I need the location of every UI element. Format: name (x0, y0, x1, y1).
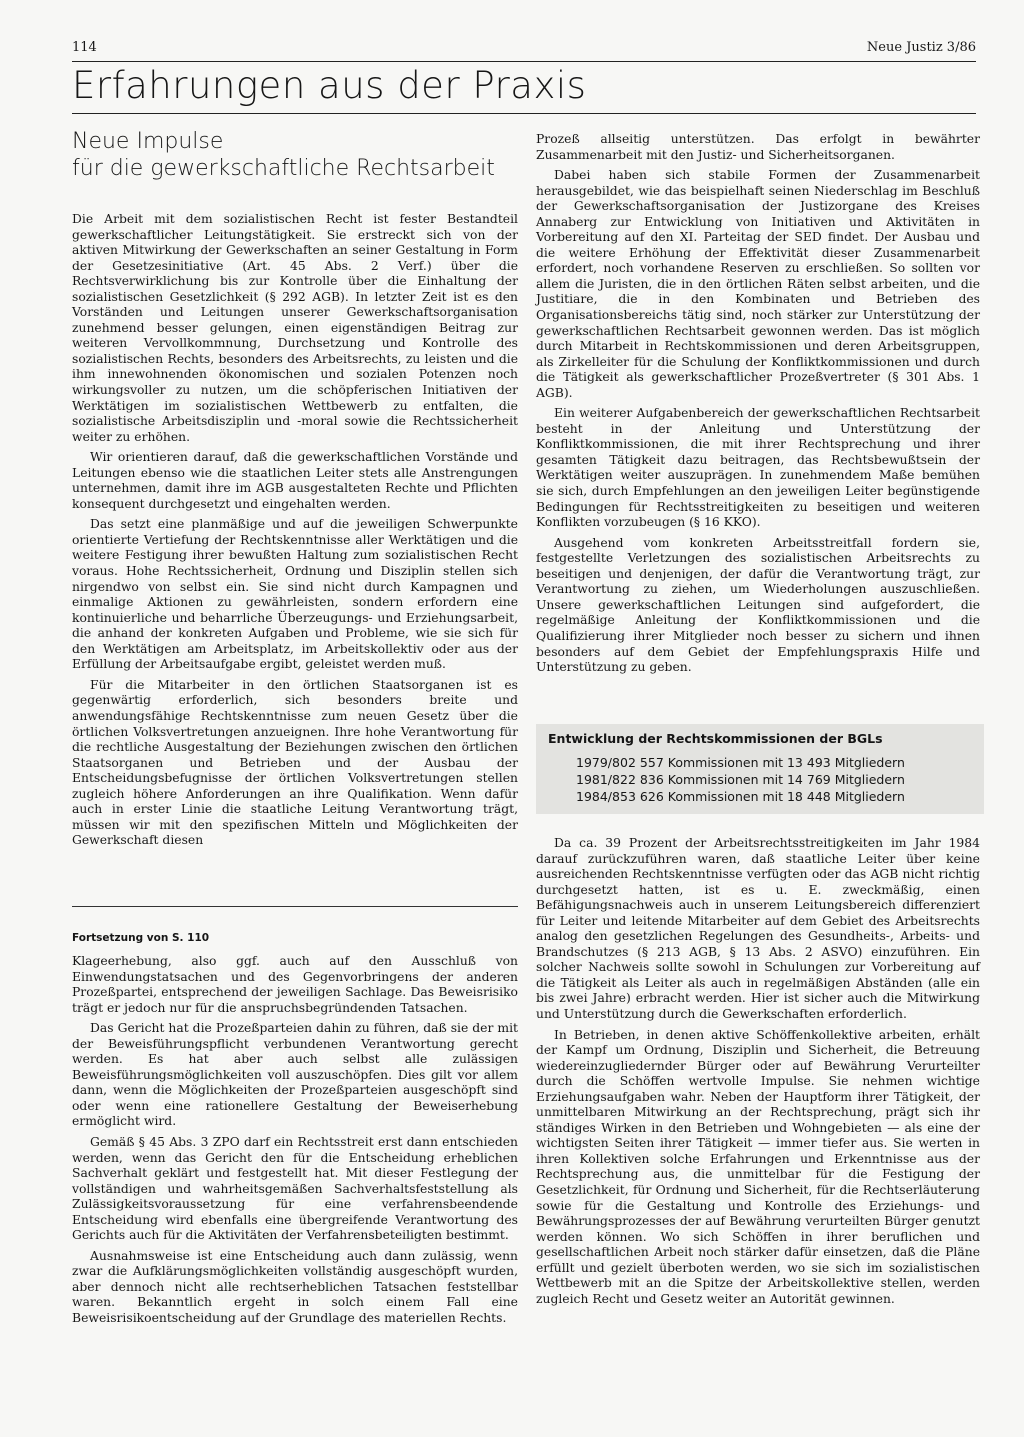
article-left-column (72, 128, 518, 182)
paragraph: Dabei haben sich stabile Formen der Zusammenarbeit herausgebildet, wie das beispielhaft seinen Niederschlag im Beschluß der Gewerkschaftsorganisation der Justizorgane des Kreises Annaberg zur Entwicklung von Initiativen und Aktivitäten in Vorbereitung auf den XI. Parteitag der SED findet. Der Ausbau und die weitere Erhöhung der Effektivität dieser Zusammenarbeit erfordert, noch vorhandene Reserven zu erschließen. So sollten vor allem die Juristen, die in den örtlichen Räten selbst arbeiten, und die Justitiare, die in den Kombinaten und Betrieben des Organisationsbereichs tätig sind, noch stärker zur Unterstützung der gewerkschaftlichen Rechtsarbeit gewonnen werden. Das ist möglich durch Mitarbeit in Rechtskommissionen und deren Arbeitsgruppen, als Zirkelleiter für die Schulung der Konfliktkommissionen und durch die Tätigkeit als gewerkschaftlicher Prozeßvertreter (§ 301 Abs. 1 AGB). (536, 168, 980, 400)
article-body-right (536, 132, 980, 681)
paragraph: Das setzt eine planmäßige und auf die jeweiligen Schwerpunkte orientierte Vertiefung der Rechtskenntnisse aller Werktätigen und die weitere Festigung ihrer bewußten Haltung zum sozialistischen Recht voraus. Hohe Rechtssicherheit, Ordnung und Disziplin stellen sich nirgendwo von selbst ein. Sie sind nicht durch Kampagnen und einmalige Aktionen zu gewährleisten, sondern erfordern eine kontinuierliche und beharrliche Überzeugungs- und Erziehungsarbeit, die anhand der konkreten Aufgaben und Probleme, wie sie sich für den Werktätigen am Arbeitsplatz, im Arbeitskollektiv oder aus der Erfüllung der Arbeitsaufgabe ergibt, geleistet werden muß. (72, 517, 518, 672)
paragraph: In Betrieben, in denen aktive Schöffenkollektive arbeiten, erhält der Kampf um Ordnung, Disziplin und Sicherheit, die Betreuung wiedereinzugliedernder Bürger oder auf Bewährung Verurteilter durch die Schöffen wertvolle Impulse. Sie nehmen wichtige Erziehungsaufgaben wahr. Neben der Hauptform ihrer Tätigkeit, der unmittelbaren Mitwirkung an der Rechtsprechung, prägt sich ihr ständiges Wirken in den Betrieben und Wohngebieten — als eine der wichtigsten Seiten ihrer Tätigkeit — immer tiefer aus. Sie werten in ihren Kollektiven solche Erfahrungen und Erkenntnisse aus der Rechtsprechung aus, die unmittelbar für die Festigung der Gesetzlichkeit, für Ordnung und Sicherheit, für die Rechtserläuterung sowie für die Gestaltung und Kontrolle des Erziehungs- und Bewährungsprozesses der auf Bewährung verurteilten Bürger genutzt werden können. Wo sich Schöffen in ihrer beruflichen und gesellschaftlichen Arbeit noch stärker dafür einsetzen, daß die Pläne erfüllt und gezielt überboten werden, wo sie sich im sozialistischen Wettbewerb mit an die Spitze der Arbeitskollektive stellen, werden zugleich Recht und Gesetz weiter an Autorität gewinnen. (536, 1027, 980, 1306)
article-body-right-lower (536, 836, 980, 1312)
table-year: 1984/85 (576, 789, 628, 804)
table-value: 2 557 Kommissionen mit 13 493 Mitgliedern (628, 755, 905, 770)
continuation-rule (72, 906, 518, 907)
statistics-table (536, 724, 984, 814)
continuation-body (72, 954, 518, 1332)
paragraph: Die Arbeit mit dem sozialistischen Recht ist fester Bestandteil gewerkschaftlicher Leitungstätigkeit. Sie erstreckt sich von der aktiven Mitwirkung der Gewerkschaften an seiner Gestaltung in Form der Gesetzesinitiative (Art. 45 Abs. 2 Verf.) über die Rechtsverwirklichung bis zur Kontrolle über die Einhaltung der sozialistischen Gesetzlichkeit (§ 292 AGB). In letzter Zeit ist es den Vorständen und Leitungen unserer Gewerkschaftsorganisation zunehmend besser gelungen, einen eigenständigen Beitrag zur weiteren Vervollkommnung, Durchsetzung und Kontrolle des sozialistischen Rechts, besonders des Arbeitsrechts, zu leisten und die ihm innewohnenden ökonomischen und sozialen Potenzen noch wirkungsvoller zu nutzen, um die schöpferischen Initiativen der Werktätigen im sozialistischen Wettbewerb zu entfalten, die sozialistische Arbeitsdisziplin und -moral sowie die Rechtssicherheit weiter zu erhöhen. (72, 212, 518, 444)
article-title-line2: für die gewerkschaftliche Rechtsarbeit (72, 156, 495, 181)
article-title-line1: Neue Impulse (72, 129, 224, 154)
table-row (576, 754, 905, 771)
continuation-block (72, 932, 518, 944)
section-title: Erfahrungen aus der Praxis (72, 64, 587, 107)
section-rule (72, 113, 976, 114)
article-title (72, 128, 518, 182)
table-rows (576, 754, 905, 805)
article-body-left (72, 212, 518, 854)
paragraph: Für die Mitarbeiter in den örtlichen Staatsorganen ist es gegenwärtig erforderlich, sich besonders breite und anwendungsfähige Rechtskenntnisse zum neuen Gesetz über die örtlichen Volksvertretungen anzueignen. Ihre hohe Verantwortung für die rechtliche Ausgestaltung der Beziehungen zwischen den örtlichen Staatsorganen und Betrieben und der Ausbau der Entscheidungsbefugnisse der örtlichen Volksvertretungen stellen zugleich höhere Anforderungen an ihre Qualifikation. Wenn dafür auch in erster Linie die staatliche Leitung Verantwortung trägt, müssen wir mit den spezifischen Mitteln und Möglichkeiten der Gewerkschaft diesen (72, 677, 518, 848)
paragraph: Prozeß allseitig unterstützen. Das erfolgt in bewährter Zusammenarbeit mit den Justiz- und Sicherheitsorganen. (536, 132, 980, 162)
table-value: 2 836 Kommissionen mit 14 769 Mitgliedern (628, 772, 905, 787)
table-row (576, 788, 905, 805)
paragraph: Das Gericht hat die Prozeßparteien dahin zu führen, daß sie der mit der Beweisführungspflicht verbundenen Verantwortung gerecht werden. Es hat aber auch selbst alle zulässigen Beweisführungsmöglichkeiten voll auszuschöpfen. Dies gilt vor allem dann, wenn die Möglichkeiten der Prozeßparteien ausgeschöpft sind oder wenn eine rationellere Gestaltung der Beweiserhebung ermöglicht wird. (72, 1021, 518, 1129)
table-value: 3 626 Kommissionen mit 18 448 Mitgliedern (628, 789, 905, 804)
journal-issue: Neue Justiz 3/86 (866, 40, 976, 55)
paragraph: Wir orientieren darauf, daß die gewerkschaftlichen Vorstände und Leitungen ebenso wie die staatlichen Leiter stets alle Anstrengungen unternehmen, damit ihre im AGB ausgestalteten Rechte und Pflichten konsequent durchgesetzt und eingehalten werden. (72, 450, 518, 511)
paragraph: Gemäß § 45 Abs. 3 ZPO darf ein Rechtsstreit erst dann entschieden werden, wenn das Gericht den für die Entscheidung erheblichen Sachverhalt geklärt und festgestellt hat. Mit dieser Festlegung der vollständigen und wahrheitsgemäßen Sachverhaltsfeststellung als Zulässigkeitsvoraussetzung für eine verfahrensbeendende Entscheidung wird ebenfalls eine übergreifende Verantwortung des Gerichts auch für die Aktivitäten der Verfahrensbeteiligten bestimmt. (72, 1135, 518, 1243)
paragraph: Da ca. 39 Prozent der Arbeitsrechtsstreitigkeiten im Jahr 1984 darauf zurückzuführen waren, daß staatliche Leiter über keine ausreichenden Rechtskenntnisse verfügten oder das AGB nicht richtig durchgesetzt hatten, ist es u. E. zweckmäßig, einen Befähigungsnachweis auch in unserem Leitungsbereich differenziert für Leiter und leitende Mitarbeiter auf dem Gebiet des Arbeitsrechts analog den gesetzlichen Regelungen des Gesundheits-, Arbeits- und Brandschutzes (§ 213 AGB, § 13 Abs. 2 ASVO) einzuführen. Ein solcher Nachweis sollte sowohl in Schulungen zur Vorbereitung auf die Tätigkeit als Leiter als auch in regelmäßigen Abständen (alle ein bis zwei Jahre) erbracht werden. Hier ist sicher auch die Mitwirkung und Unterstützung durch die Gewerkschaften erforderlich. (536, 836, 980, 1022)
paragraph: Ausgehend vom konkreten Arbeitsstreitfall fordern sie, festgestellte Verletzungen des sozialistischen Arbeitsrechts zu beseitigen und denjenigen, der dafür die Verantwortung trägt, zur Verantwortung zu ziehen, um Wiederholungen auszuschließen. Unsere gewerkschaftlichen Leitungen sind aufgefordert, die regelmäßige Anleitung der Konfliktkommissionen und die Qualifizierung ihrer Mitglieder noch besser zu sichern und ihnen besonders auf dem Gebiet der Empfehlungspraxis Hilfe und Unterstützung zu geben. (536, 535, 980, 675)
paragraph: Ein weiterer Aufgabenbereich der gewerkschaftlichen Rechtsarbeit besteht in der Anleitung und Unterstützung der Konfliktkommissionen, die mit ihrer Rechtsprechung und ihrer gesamten Tätigkeit dazu beitragen, das Rechtsbewußtsein der Werktätigen weiter auszuprägen. In zunehmendem Maße bemühen sie sich, durch Empfehlungen an den jeweiligen Leiter begünstigende Bedingungen für Rechtsstreitigkeiten zu beseitigen und weiteren Konflikten vorzubeugen (§ 16 KKO). (536, 406, 980, 530)
table-year: 1979/80 (576, 755, 628, 770)
table-year: 1981/82 (576, 772, 628, 787)
continuation-label: Fortsetzung von S. 110 (72, 932, 210, 944)
paragraph: Ausnahmsweise ist eine Entscheidung auch dann zulässig, wenn zwar die Aufklärungsmöglichkeiten vollständig ausgeschöpft wurden, aber dennoch nicht alle rechtserheblichen Tatsachen feststellbar waren. Bekanntlich ergeht in solch einem Fall eine Beweisrisikoentscheidung auf der Grundlage des materiellen Rechts. (72, 1248, 518, 1326)
table-title: Entwicklung der Rechtskommissionen der BGLs (548, 731, 883, 746)
table-row (576, 771, 905, 788)
page-number: 114 (72, 40, 97, 55)
paragraph: Klageerhebung, also ggf. auch auf den Ausschluß von Einwendungstatsachen und des Gegenvorbringens der anderen Prozeßpartei, entsprechend der jeweiligen Sachlage. Das Beweisrisiko trägt er jedoch nur für die anspruchsbegründenden Tatsachen. (72, 954, 518, 1015)
